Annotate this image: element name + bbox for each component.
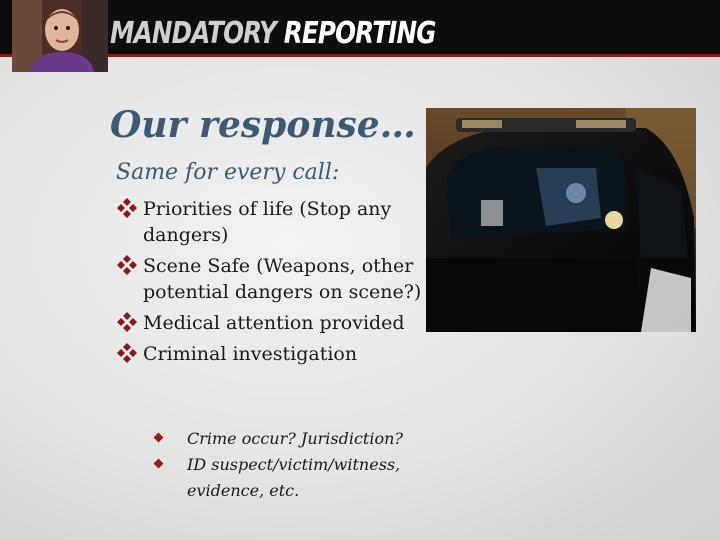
- bullet-list: [116, 196, 426, 372]
- header-title-part1: MANDATORY: [110, 16, 277, 51]
- bullet-item: [116, 310, 426, 336]
- header-title-part2: REPORTING: [283, 16, 436, 51]
- presenter-photo: [12, 0, 108, 72]
- bullet-item: [116, 341, 426, 367]
- sub-bullet-list: [154, 426, 424, 504]
- small-diamond-bullet-icon: [154, 459, 164, 469]
- header-divider: [0, 54, 720, 57]
- diamond-quad-bullet-icon: [116, 197, 138, 219]
- bullet-item: [116, 196, 426, 248]
- sub-bullet-item: [154, 426, 424, 452]
- header-title: [110, 14, 436, 54]
- diamond-quad-bullet-icon: [116, 311, 138, 333]
- sub-bullet-text: Crime occur? Jurisdiction?: [187, 429, 403, 448]
- bullet-text: Criminal investigation: [143, 343, 358, 365]
- slide-subtitle: Same for every call:: [116, 160, 340, 185]
- bullet-item: [116, 253, 426, 305]
- police-car-photo: [426, 108, 696, 332]
- diamond-quad-bullet-icon: [116, 254, 138, 276]
- bullet-text: Scene Safe (Weapons, other potential dangers on scene?): [143, 255, 422, 303]
- sub-bullet-item: [154, 452, 424, 504]
- diamond-quad-bullet-icon: [116, 342, 138, 364]
- small-diamond-bullet-icon: [154, 433, 164, 443]
- slide-title: Our response…: [110, 104, 416, 146]
- bullet-text: Priorities of life (Stop any dangers): [143, 198, 392, 246]
- sub-bullet-text: ID suspect/victim/witness, evidence, etc.: [187, 455, 401, 500]
- bullet-text: Medical attention provided: [143, 312, 405, 334]
